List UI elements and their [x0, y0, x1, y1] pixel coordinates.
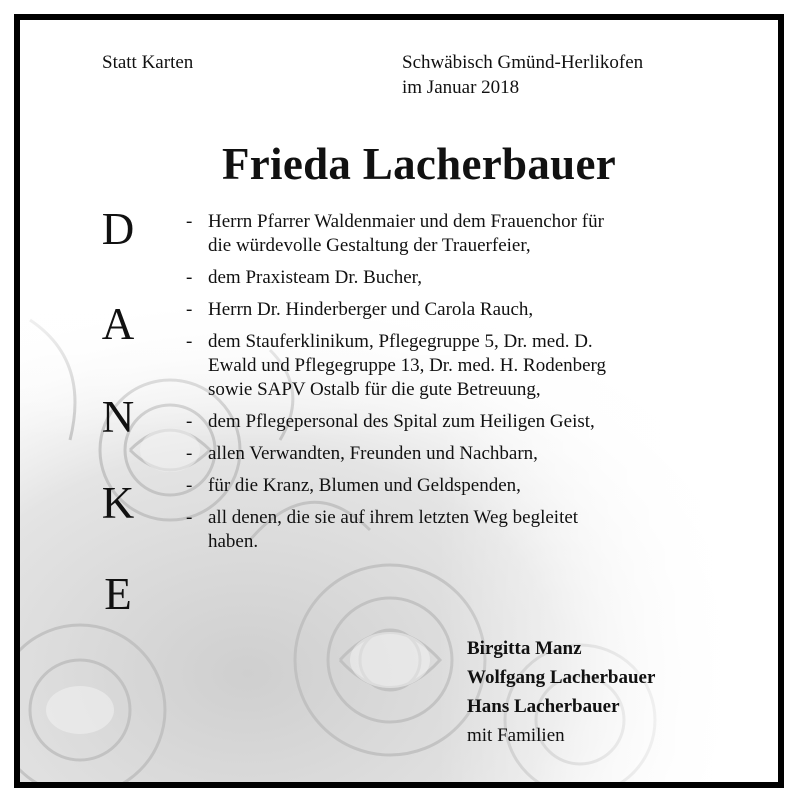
- header-left-text: Statt Karten: [102, 52, 194, 73]
- list-item-line: Herrn Dr. Hinderberger und Carola Rauch,: [208, 299, 534, 320]
- list-item-line: haben.: [208, 531, 259, 552]
- list-dash: -: [186, 475, 193, 496]
- list-item-line: sowie SAPV Ostalb für die gute Betreuung,: [208, 379, 541, 400]
- signature-closing: mit Familien: [467, 725, 565, 746]
- list-item-line: allen Verwandten, Freunden und Nachbarn,: [208, 443, 538, 464]
- list-dash: -: [186, 443, 193, 464]
- list-item: [186, 330, 726, 402]
- deceased-name-title: Frieda Lacherbauer: [221, 139, 617, 189]
- list-dash: -: [186, 299, 193, 320]
- list-dash: -: [186, 507, 193, 528]
- signature-name: Wolfgang Lacherbauer: [467, 667, 656, 688]
- header-place-date: [402, 50, 643, 100]
- list-item: [186, 474, 726, 498]
- danke-letter-d: D: [101, 204, 135, 254]
- list-dash: -: [186, 211, 193, 232]
- danke-letter-a: A: [101, 299, 135, 349]
- list-item: [186, 410, 726, 434]
- list-item-line: für die Kranz, Blumen und Geldspenden,: [208, 475, 521, 496]
- header-date: im Januar 2018: [402, 77, 520, 98]
- danke-letter-e: E: [104, 569, 132, 619]
- list-dash: -: [186, 331, 193, 352]
- list-item: [186, 210, 726, 258]
- list-dash: -: [186, 267, 193, 288]
- obituary-card: [14, 14, 784, 788]
- signature-name: Hans Lacherbauer: [467, 696, 620, 717]
- list-item-line: Ewald und Pflegegruppe 13, Dr. med. H. Rodenberg: [208, 355, 607, 376]
- list-item-line: Herrn Pfarrer Waldenmaier und dem Frauenchor für: [208, 211, 604, 232]
- header-place: Schwäbisch Gmünd-Herlikofen: [402, 52, 644, 73]
- list-item-line: die würdevolle Gestaltung der Trauerfeier,: [208, 235, 531, 256]
- thanks-list: [186, 210, 726, 562]
- list-item-line: all denen, die sie auf ihrem letzten Weg begleitet: [208, 507, 579, 528]
- list-item-line: dem Praxisteam Dr. Bucher,: [208, 267, 422, 288]
- list-item: [186, 298, 726, 322]
- list-item: [186, 506, 726, 554]
- list-item: [186, 442, 726, 466]
- signatures: [467, 634, 655, 750]
- signature-name: Birgitta Manz: [467, 638, 582, 659]
- danke-letter-n: N: [101, 392, 135, 442]
- list-item: [186, 266, 726, 290]
- danke-letter-k: K: [101, 478, 135, 528]
- list-item-line: dem Pflegepersonal des Spital zum Heiligen Geist,: [208, 411, 595, 432]
- list-item-line: dem Stauferklinikum, Pflegegruppe 5, Dr. med. D.: [208, 331, 593, 352]
- list-dash: -: [186, 411, 193, 432]
